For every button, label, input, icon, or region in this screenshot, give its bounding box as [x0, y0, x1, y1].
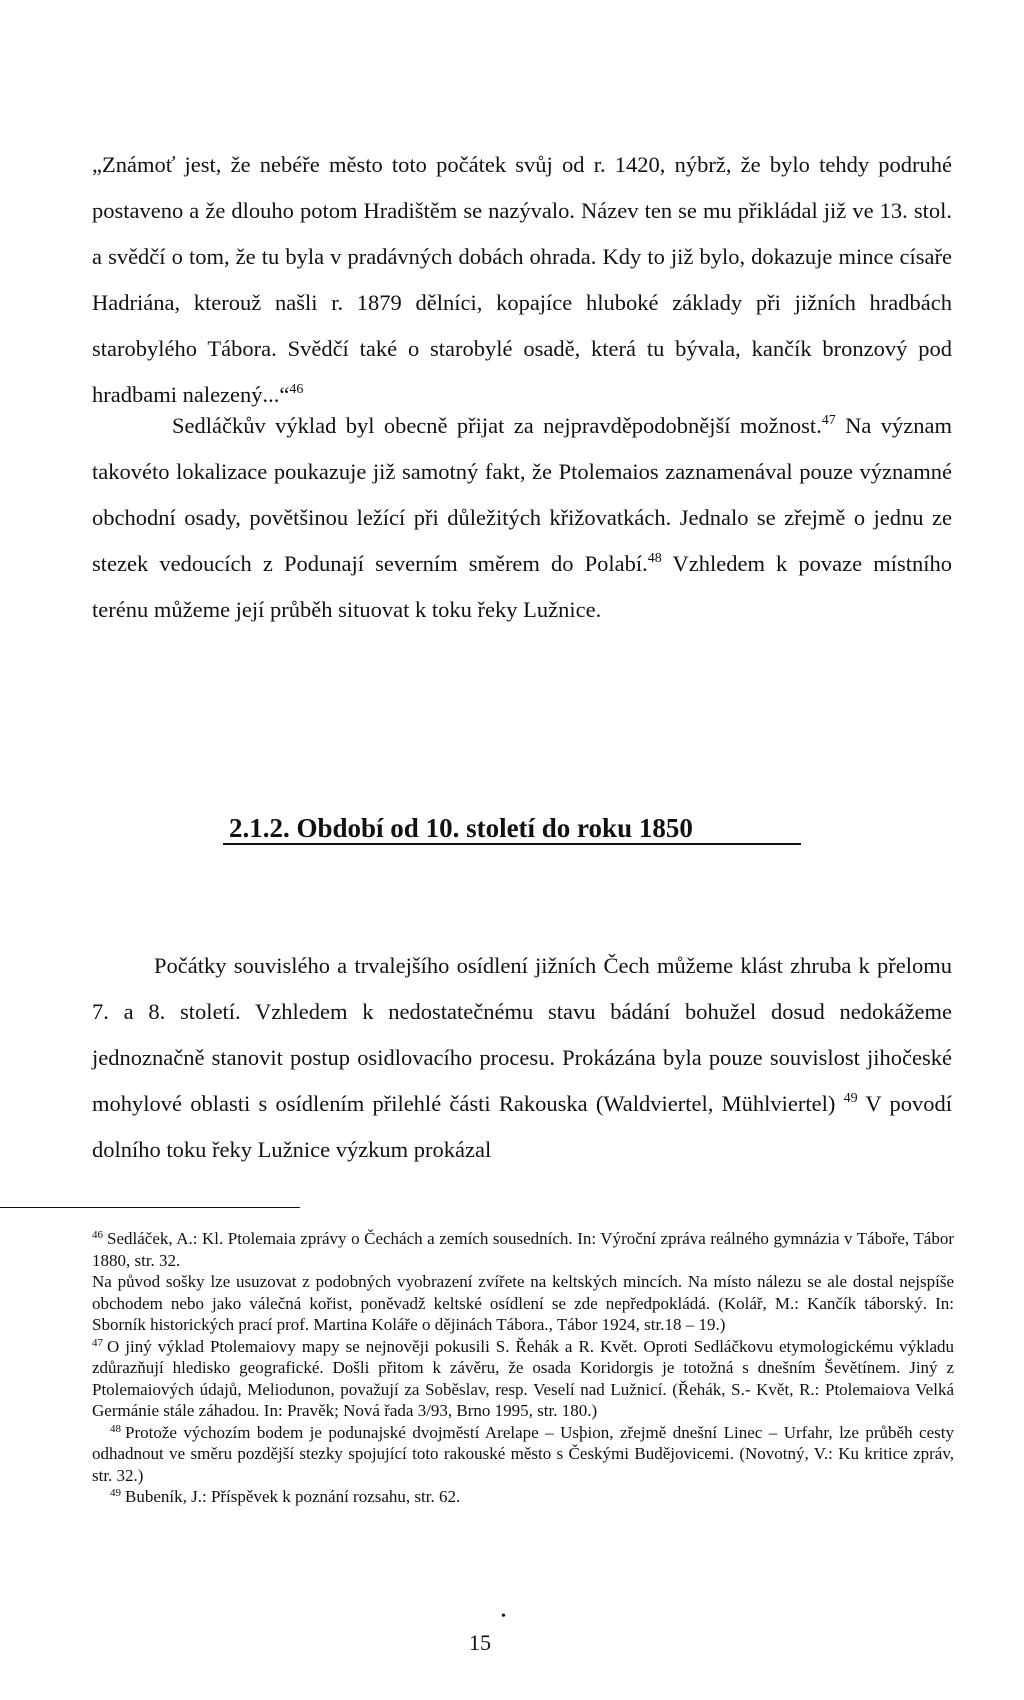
footnote-text: Na původ sošky lze usuzovat z podobných vyobrazení zvířete na keltských mincích. Na místo nálezu se ale dostal nejspíše obchodem nebo jako válečná kořist, poněvadž keltské osídlení se zde nepředpokládá. (Kolář, M.: Kančík táborský. In: Sborník historických prací prof. Martina Koláře o dějinách Tábora., Tábor 1924, str.18 – 19.) [92, 1272, 954, 1334]
section-heading-text: 2.1.2. Období od 10. století do roku 1850 [223, 813, 801, 845]
paragraph-sedlacek-text-b: Na význam takovéto lokalizace poukazuje již samotný fakt, že Ptolemaios zaznamenával pouze významné obchodní osady, povětšinou ležící při důležitých křižovatkách. Jednalo se zřejmě o jednu ze stezek vedoucích z Podunají severním směrem do Polabí. [92, 413, 952, 576]
paragraph-quote-text: „Známoť jest, že nebéře město toto počátek svůj od r. 1420, nýbrž, že bylo tehdy podruhé postaveno a že dlouho potom Hradištěm se nazývalo. Název ten se mu přikládal již ve 13. stol. a svědčí o tom, že tu byla v pradávných dobách ohrada. Kdy to již bylo, dokazuje mince císaře Hadriána, kterouž našli r. 1879 dělníci, kopajíce hluboké základy při jižních hradbách starobylého Tábora. Svědčí také o starobylé osadě, která tu bývala, kančík bronzový pod hradbami nalezený...“ [92, 152, 952, 407]
footnote-mark: 48 [110, 1422, 121, 1435]
footnote-separator [0, 1207, 300, 1208]
footnote-ref-48[interactable]: 48 [647, 551, 662, 566]
paragraph-settlement-text-b: V povodí dolního toku řeky Lužnice výzkum prokázal [92, 1091, 953, 1162]
paragraph-settlement-text-a: Počátky souvislého a trvalejšího osídlení jižních Čech můžeme klást zhruba k přelomu 7. a 8. století. Vzhledem k nedostatečnému stavu bádání bohužel dosud nedokážeme jednoznačně stanovit postup osidlovacího procesu. Prokázána byla pouze souvislost jihočeské mohylové oblasti s osídlením přilehlé části Rakouska (Waldviertel, Mühlviertel) [92, 953, 952, 1116]
page-number: 15 [469, 1630, 491, 1655]
footnote-46-continued [92, 1271, 954, 1336]
paragraph-sedlacek-text-a: Sedláčkův výklad byl obecně přijat za nejpravděpodobnější možnost. [172, 413, 822, 438]
footnote-49 [92, 1486, 954, 1508]
footnote-ref-47[interactable]: 47 [821, 413, 836, 428]
section-heading [0, 808, 1024, 848]
footnote-ref-49[interactable]: 49 [843, 1091, 858, 1106]
paragraph-sedlacek [92, 403, 952, 633]
paragraph-settlement [92, 943, 952, 1173]
footnote-ref-46[interactable]: 46 [289, 382, 304, 397]
footnote-text: Sedláček, A.: Kl. Ptolemaia zprávy o Čechách a zemích sousedních. In: Výroční zpráva reálného gymnázia v Táboře, Tábor 1880, str. 32. [92, 1229, 954, 1270]
footnote-47 [92, 1336, 954, 1422]
footnote-mark: 46 [92, 1229, 103, 1241]
paragraph-sedlacek-text-c: Vzhledem k povaze místního terénu můžeme její průběh situovat k toku řeky Lužnice. [92, 551, 952, 622]
footnote-mark: 49 [110, 1487, 121, 1499]
footnote-mark: 47 [92, 1336, 103, 1349]
page-dot: • [501, 1609, 506, 1624]
footnote-text: Protože výchozím bodem je podunajské dvojměstí Arelape – Usþion, zřejmě dnešní Linec – Urfahr, lze průběh cesty odhadnout ve směru pozdější stezky spojující toto rakouské město s Českými Budějovicemi. (Novotný, V.: Ku kritice zpráv, str. 32.) [92, 1422, 954, 1485]
footnote-text: Bubeník, J.: Příspěvek k poznání rozsahu, str. 62. [125, 1487, 461, 1506]
footnotes [92, 1228, 954, 1508]
footnote-text: O jiný výklad Ptolemaiovy mapy se nejnověji pokusili S. Řehák a R. Květ. Oproti Sedláčkovu etymologickému výkladu zdůrazňují hledisko geografické. Došli přitom k závěru, že osada Koridorgis je totožná s dnešním Ševětínem. Jiný z Ptolemaiových údajů, Meliodunon, považují za Soběslav, resp. Veselí nad Lužnicí. (Řehák, S.- Květ, R.: Ptolemaiova Velká Germánie stále záhadou. In: Pravěk; Nová řada 3/93, Brno 1995, str. 180.) [92, 1336, 954, 1420]
paragraph-quote [92, 142, 952, 418]
footnote-46 [92, 1228, 954, 1271]
footnote-48 [92, 1422, 954, 1487]
